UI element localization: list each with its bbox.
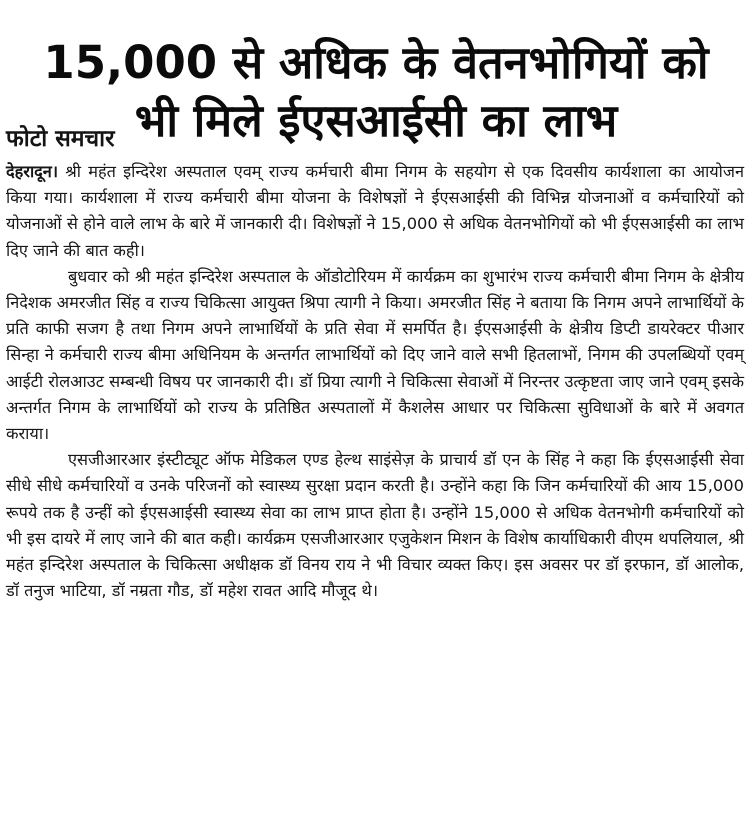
headline-line-2: भी मिले ईएसआईसी का लाभ [134,94,618,148]
article-body [6,159,744,604]
paragraph-1-text: श्री महंत इन्दिरेश अस्पताल एवम् राज्य कर्मचारी बीमा निगम के सहयोग से एक दिवसीय कार्यशाला का आयोजन किया गया। कार्यशाला में राज्य कर्मचारी बीमा योजना के विशेषज्ञों ने ईएसआईसी की विभिन्न योजनाओं व कर्मचारियों को योजनाओं से होने वाले लाभ के बारे में जानकारी दी। विशेषज्ञों ने 15,000 से अधिक वेतनभोगियों को भी ईएसआईसी का लाभ दिए जाने की बात कही। [6,162,744,260]
article-paragraph-3: एसजीआरआर इंस्टीट्यूट ऑफ मेडिकल एण्ड हेल्थ साइंसेज़ के प्राचार्य डॉ एन के सिंह ने कहा कि ईएसआईसी सेवा सीधे सीधे कर्मचारियों व उनके परिजनों को स्वास्थ्य सुरक्षा प्रदान करती है। उन्होंने कहा कि जिन कर्मचारियों की आय 15,000 रूपये तक है उन्हीं को ईएसआईसी स्वास्थ्य सेवा का लाभ प्राप्त होता है। उन्होंने 15,000 से अधिक वेतनभोगी कर्मचारियों को भी इस दायरे में लाए जाने की बात कही। कार्यक्रम एसजीआरआर एजुकेशन मिशन के विशेष कार्याधिकारी वीएम थपलियाल, श्री महंत इन्दिरेश अस्पताल के चिकित्सा अधीक्षक डॉ विनय राय ने भी विचार व्यक्त किए। इस अवसर पर डॉ इरफान, डॉ आलोक, डॉ तनुज भाटिया, डॉ नम्रता गौड, डॉ महेश रावत आदि मौजूद थे। [6,450,744,601]
headline-line-1: 15,000 से अधिक के वेतनभोगियों को [43,36,709,90]
article-paragraph-1 [6,159,744,264]
dateline: देहरादून। [6,162,59,181]
article-paragraph-2: बुधवार को श्री महंत इन्दिरेश अस्पताल के ऑडोटोरियम में कार्यक्रम का शुभारंभ राज्य कर्मचारी बीमा निगम के क्षेत्रीय निदेशक अमरजीत सिंह व राज्य चिकित्सा आयुक्त श्रिपा त्यागी ने किया। अमरजीत सिंह ने बताया कि निगम अपने लाभार्थियों के प्रति काफी सजग है तथा निगम अपने लाभार्थियों के प्रति सेवा में समर्पित है। ईएसआईसी के क्षेत्रीय डिप्टी डायरेक्टर पीआर सिन्हा ने कर्मचारी राज्य बीमा अधिनियम के अन्तर्गत लाभार्थियों को दिए जाने वाले सभी हितलाभों, निगम की उपलब्धियों एवम् आईटी रोलआउट सम्बन्धी विषय पर जानकारी दी। डॉ प्रिया त्यागी ने चिकित्सा सेवाओं में निरन्तर उत्कृष्टता जाए जाने एवम् इसके अन्तर्गत निगम के लाभार्थियों को राज्य के प्रतिष्ठित अस्पतालों में कैशलेस आधार पर चिकित्सा सुविधाओं के बारे में अवगत कराया। [6,266,744,444]
kicker-photo-news: फोटो समचार [6,126,115,152]
